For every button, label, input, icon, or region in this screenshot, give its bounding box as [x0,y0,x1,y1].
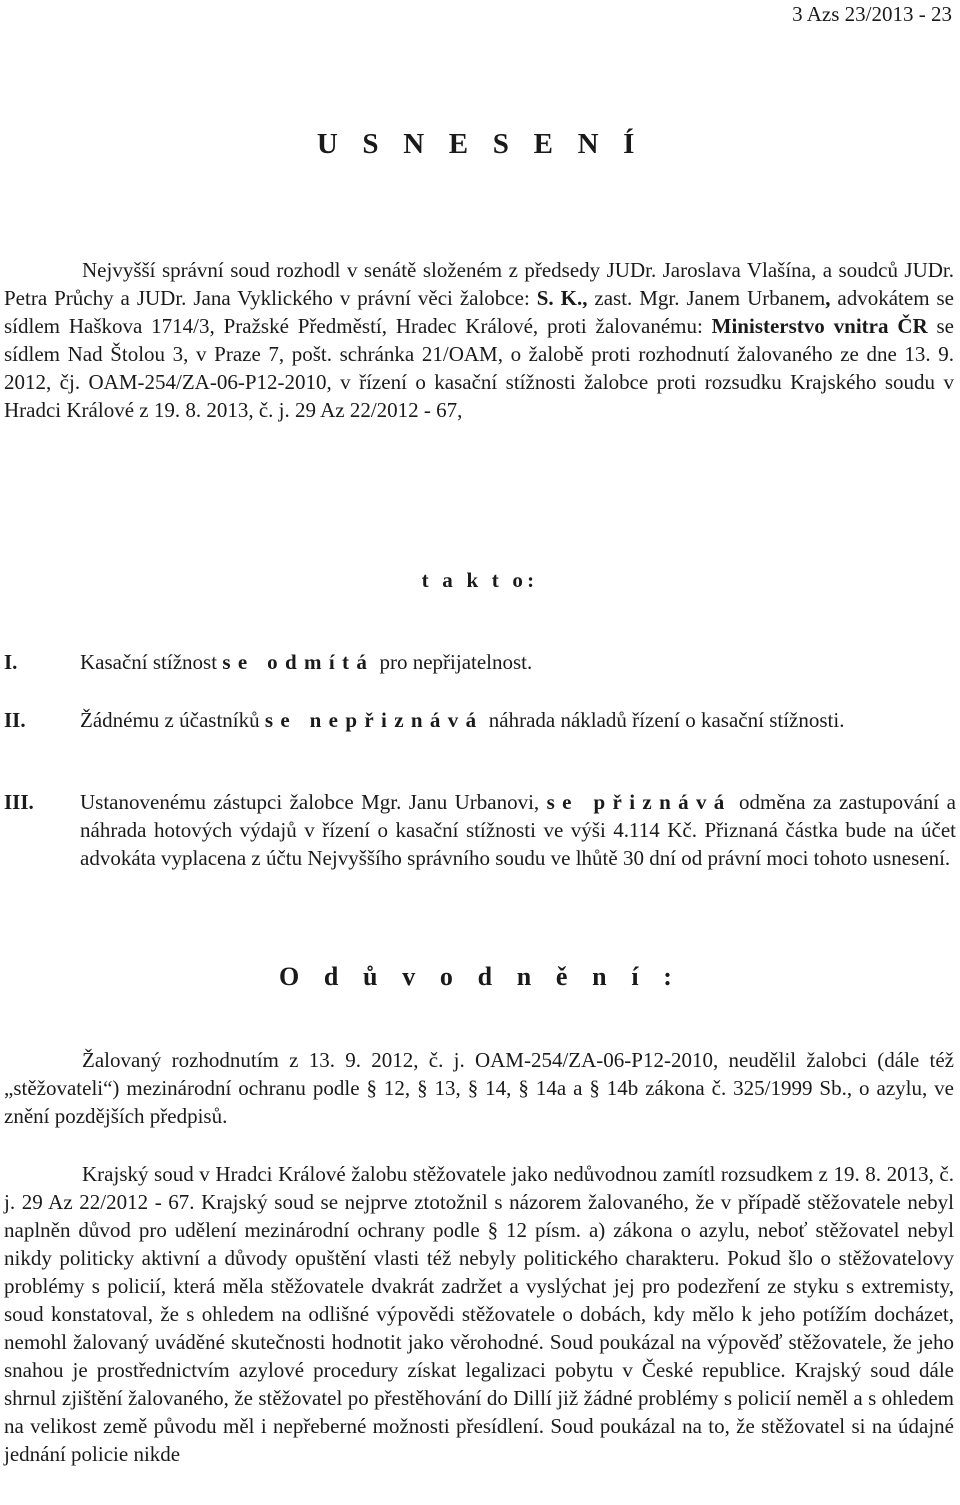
verdict-text: Ustanovenému zástupci žalobce Mgr. Janu Urbanovi, se přiznává odměna za zastupování a náhrada hotových výdajů v řízení o kasační stížnosti ve výši 4.114 Kč. Přiznaná částka bude na účet advokáta vyplacena z účtu Nejvyššího správního soudu ve lhůtě 30 dní od právní moci tohoto usnesení. [80,790,956,870]
intro-paragraph-text: Nejvyšší správní soud rozhodl v senátě složeném z předsedy JUDr. Jaroslava Vlašína, a soudců JUDr. Petra Průchy a JUDr. Jana Vyklického v právní věci žalobce: S. K., zast. Mgr. Janem Urbanem, advokátem se sídlem Haškova 1714/3, Pražské Předměstí, Hradec Králové, proti žalovanému: Ministerstvo vnitra ČR se sídlem Nad Štolou 3, v Praze 7, pošt. schránka 21/OAM, o žalobě proti rozhodnutí žalovaného ze dne 13. 9. 2012, čj. OAM-254/ZA-06-P12-2010, v řízení o kasační stížnosti žalobce proti rozsudku Krajského soudu v Hradci Králové z 19. 8. 2013, č. j. 29 Az 22/2012 - 67, [4,258,954,422]
verdict-number: I. [4,650,18,674]
verdict-number: III. [4,790,34,814]
reasoning-paragraph-1: Žalovaný rozhodnutím z 13. 9. 2012, č. j. OAM-254/ZA-06-P12-2010, neudělil žalobci (dále též „stěžovateli“) mezinárodní ochranu podle § 12, § 13, § 14, § 14a a § 14b zákona č. 325/1999 Sb., o azylu, ve znění pozdějších předpisů. [4,1048,954,1128]
verdict-text: Žádnému z účastníků se nepřiznává náhrada nákladů řízení o kasační stížnosti. [80,708,845,732]
reasoning-heading: O d ů v o d n ě n í : [278,962,682,991]
defendant-name: Ministerstvo vnitra ČR [711,314,928,338]
document-title: U S N E S E N Í [316,128,644,160]
verdict-heading: t a k t o: [421,568,539,592]
reasoning-paragraph-2: Krajský soud v Hradci Králové žalobu stěžovatele jako nedůvodnou zamítl rozsudkem z 19. 8. 2013, č. j. 29 Az 22/2012 - 67. Krajský soud se nejprve ztotožnil s názorem žalovaného, že v případě stěžovatele nebyl naplněn důvod pro udělení mezinárodní ochrany podle § 12 písm. a) zákona o azylu, neboť stěžovatel nebyl nikdy politicky aktivní a důvody opuštění vlasti též nebyly politického charakteru. Pokud šlo o stěžovatelovy problémy s policií, která měla stěžovatele dvakrát zadržet a vyslýchat jej pro podezření ze styku s extremisty, soud konstatoval, že s ohledem na odlišné výpovědi stěžovatele o dobách, kdy mělo k jeho potížím docházet, nemohl žalovaný uváděné skutečnosti hodnotit jako věrohodné. Soud poukázal na výpověď stěžovatele, že jeho snahou je prostřednictvím azylové procedury získat legalizaci pobytu v České republice. Krajský soud dále shrnul zjištění žalovaného, že stěžovatel po přestěhování do Dillí již žádné problémy s policií neměl a s ohledem na velikost země původu měl i nepřeberné možnosti přesídlení. Soud poukázal na to, že stěžovatel si na údajné jednání policie nikde [4,1162,954,1466]
case-reference: 3 Azs 23/2013 - 23 [792,2,952,26]
verdict-number: II. [4,708,26,732]
verdict-text: Kasační stížnost se odmítá pro nepřijatelnost. [80,650,533,674]
plaintiff-name: S. K., [536,286,588,310]
